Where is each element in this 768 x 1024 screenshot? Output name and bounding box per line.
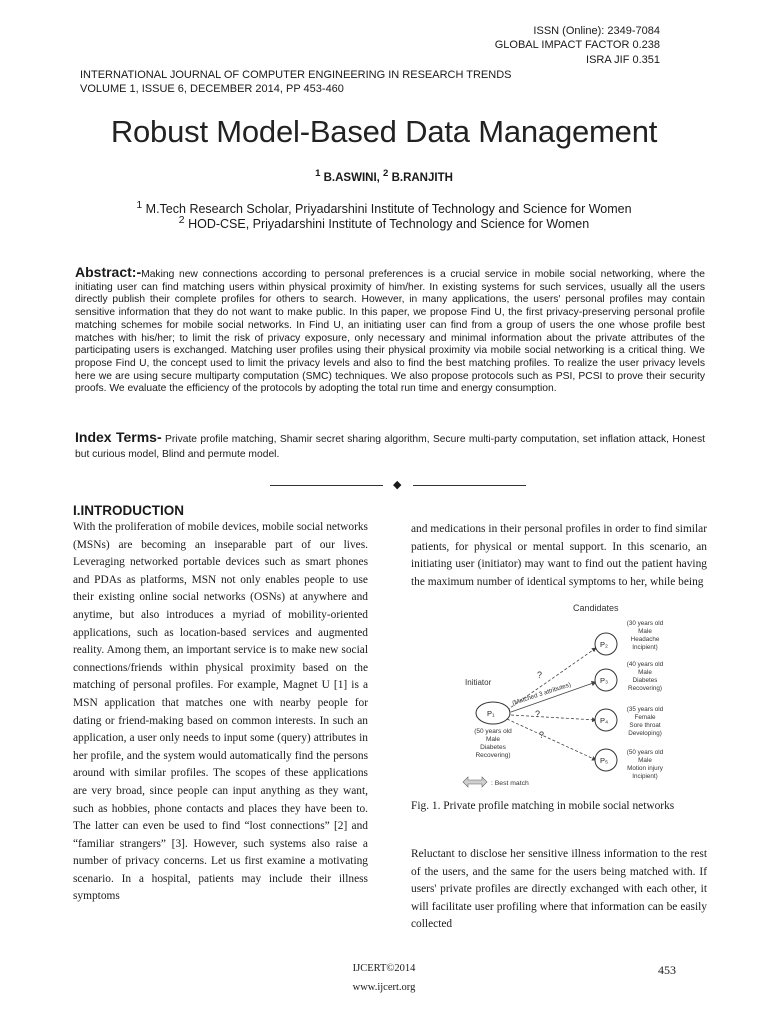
affiliation-2	[0, 213, 768, 232]
candidate-desc-line: Developing)	[628, 730, 662, 737]
separator-line-left	[270, 485, 383, 486]
intro-right-top: and medications in their personal profiles in order to find similar patients, for physical or mental support. In this scenario, an initiating user (initiator) may want to find out the patient having the maximum number of identical symptoms to her, while being	[411, 523, 707, 588]
candidate-desc-line: Male	[638, 757, 652, 764]
candidate-desc-line: Diabetes	[632, 677, 658, 684]
section-heading: I.INTRODUCTION	[73, 503, 184, 518]
affiliation-1-superscript: 1	[136, 200, 143, 211]
author-2: B.RANJITH	[388, 171, 453, 184]
initiator-description	[474, 728, 512, 759]
journal-name: INTERNATIONAL JOURNAL OF COMPUTER ENGINEERING IN RESEARCH TRENDS	[80, 69, 512, 81]
intro-right-bottom: Reluctant to disclose her sensitive illness information to the rest of the users, and the same for the users being matched with. If users' private profiles are directly exchanged with each other, it will facilitate user profiling where that information can be easily collected	[411, 848, 707, 931]
candidate-desc-line: Male	[638, 669, 652, 676]
figure-caption: Fig. 1. Private profile matching in mobile social networks	[411, 800, 675, 812]
candidate-desc-line: Motion injury	[627, 765, 663, 772]
candidate-desc-line: (35 years old	[626, 706, 664, 713]
index-terms-text: Private profile matching, Shamir secret sharing algorithm, Secure multi-party computation, set inflation attack, Honest but curious model, Blind and permute model.	[75, 434, 705, 460]
candidate-desc-line: Female	[634, 714, 656, 721]
author-1: B.ASWINI,	[320, 171, 384, 184]
intro-left-column: With the proliferation of mobile devices, mobile social networks (MSNs) are becoming an inseparable part of our lives. Leveraging networked portable devices such as smart phones and PDAs as platforms, MSN not only enables people to use their existing online social networks (OSNs) at anywhere and anytime, but also introduces a myriad of mobility-oriented applications, such as location-based services and augmented reality. Among them, an important service is to make new social connections/friends within physical proximity based on the matching of personal profiles. For example, Magnet U [1] is a MSN application that matches one with nearby people for dating or friend-making based on common interests. In such an application, a user only needs to input some (query) attributes in her profile, and the system would automatically find the persons around with similar profiles. The scopes of these applications are very broad, since people can input anything as they want, such as hobbies, phone contacts and places they have been to. The latter can even be used to find “lost connections” [2] and “familiar strangers” [3]. However, such systems also raise a number of privacy concerns. Let us first examine a motivating scenario. In a hospital, patients may include their illness symptoms	[73, 521, 368, 903]
candidate-p3-description	[627, 661, 664, 692]
candidate-desc-line: Male	[638, 628, 652, 635]
author-2-superscript: 2	[383, 168, 389, 179]
index-terms	[75, 430, 705, 462]
paper-title: Robust Model-Based Data Management	[110, 114, 658, 149]
isra-jif-line: ISRA JIF 0.351	[586, 54, 660, 66]
question-mark-2: ?	[535, 709, 541, 719]
initiator-desc-line: Male	[485, 736, 501, 743]
journal-header	[80, 68, 512, 96]
candidate-desc-line: Recovering)	[628, 685, 662, 692]
candidate-desc-line: Sore throat	[629, 722, 661, 729]
affiliation-1-text: M.Tech Research Scholar, Priyadarshini Institute of Technology and Science for Women	[142, 202, 632, 217]
affiliation-2-text: HOD-CSE, Priyadarshini Institute of Technology and Science for Women	[184, 217, 590, 232]
candidate-node-label: P₃	[600, 676, 609, 685]
separator-diamond: ◆	[393, 479, 402, 491]
journal-volume: VOLUME 1, ISSUE 6, DECEMBER 2014, PP 453-460	[80, 83, 344, 95]
initiator-desc-line: Diabetes	[480, 744, 506, 751]
initiator-desc-line: Recovering)	[475, 752, 511, 759]
abstract-text: Making new connections according to personal preferences is a crucial service in mobile social networking, where the initiating user can find matching users within physical proximity of him/her. In existing systems for such services, usually all the users directly publish their complete profiles for others to search. However, in many applications, the users' personal profiles may contain sensitive information that they do not want to make public. In this paper, we propose Find U, the first privacy-preserving personal profile matching schemes for mobile social networks. In Find U, an initiating user can find from a group of users the one whose profile best matches with his/her; to limit the risk of privacy exposure, only necessary and minimal information about the private attributes of the participating users is exchanged. Matching user profiles using their physical proximity via mobile social networking is a critical thing. We propose Find U, the concept used to limit the privacy levels and also to find the best matching profiles. To realize the user privacy levels here we are using secure multiparty computation (SMC) techniques. We also propose protocols such as PSI, PCSI to prove their security proofs. We evaluate the efficiency of the protocols by adopting the total run time and energy consumption.	[75, 269, 705, 395]
candidate-node-label: P₂	[600, 640, 608, 649]
candidate-p4-description	[627, 706, 664, 737]
candidate-desc-line: (30 years old	[626, 620, 664, 627]
link-p1-p4	[511, 715, 596, 720]
candidate-desc-line: Headache	[630, 636, 660, 643]
link-p1-p5	[507, 719, 596, 760]
candidate-desc-line: Incipient)	[632, 644, 658, 651]
matched-attributes-label: (Matched 3 attributes)	[511, 681, 572, 707]
figure-1-diagram	[455, 600, 670, 790]
impact-factor-line: GLOBAL IMPACT FACTOR 0.238	[494, 39, 660, 51]
candidate-p5-description	[627, 749, 664, 780]
initiator-desc-line: (50 years old	[474, 728, 512, 735]
candidates-label: Candidates	[573, 603, 619, 613]
footer-journal: IJCERT©2014	[352, 963, 416, 974]
issn-line: ISSN (Online): 2349-7084	[533, 25, 660, 37]
candidate-node-label: P₄	[600, 716, 609, 725]
candidate-desc-line: (50 years old	[626, 749, 664, 756]
candidate-p2-description	[627, 620, 664, 651]
question-mark-1: ?	[537, 670, 543, 680]
abstract	[75, 266, 705, 396]
initiator-label: Initiator	[465, 678, 492, 687]
question-mark-3: ?	[539, 730, 545, 740]
candidate-desc-line: Incipient)	[632, 773, 658, 780]
affiliation-2-superscript: 2	[178, 215, 185, 226]
footer-website: www.ijcert.org	[352, 982, 416, 993]
initiator-node-label: P₁	[487, 709, 495, 718]
candidate-desc-line: (40 years old	[626, 661, 664, 668]
page-number: 453	[658, 963, 676, 977]
best-match-arrow-icon	[463, 777, 487, 787]
author-line	[0, 168, 768, 184]
index-terms-label: Index Terms-	[75, 429, 162, 445]
separator-line-right	[413, 485, 526, 486]
legend-label: : Best match	[491, 780, 529, 787]
abstract-label: Abstract:-	[75, 264, 142, 280]
author-1-superscript: 1	[315, 168, 321, 179]
candidate-node-label: P₅	[600, 756, 609, 765]
